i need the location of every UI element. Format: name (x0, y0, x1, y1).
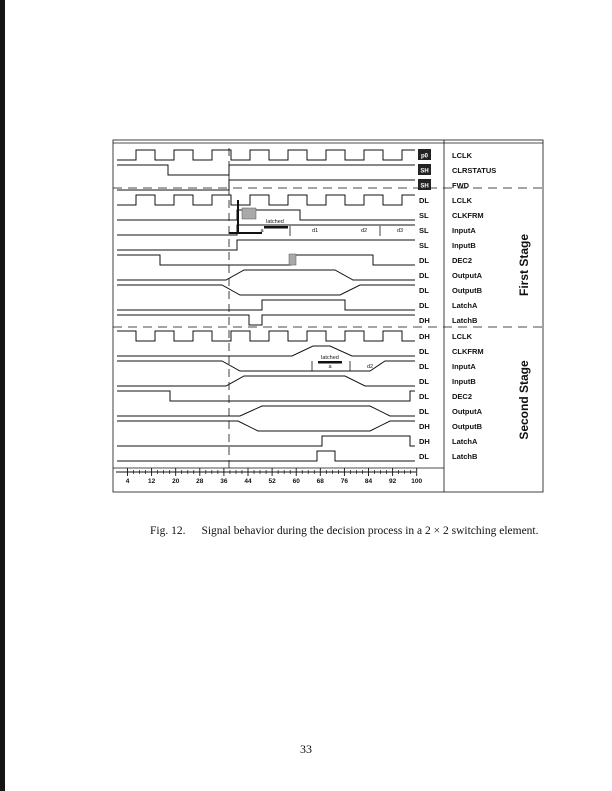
figure-number: Fig. 12. (150, 525, 186, 537)
signal-type-label: DL (419, 301, 429, 310)
wave-dec2-first (117, 255, 415, 265)
signal-name-label: InputA (452, 362, 476, 371)
axis-tick-label: 100 (411, 478, 423, 485)
signal-name-label: OutputB (452, 286, 482, 295)
signal-type-label: DL (419, 271, 429, 280)
segment-d3: d3 (396, 228, 404, 234)
dec2-shade-first (289, 254, 296, 265)
axis-tick-label: 76 (340, 478, 349, 485)
waveforms (117, 150, 415, 461)
signal-name-label: LCLK (452, 151, 472, 160)
signal-name-label: LCLK (452, 332, 472, 341)
signal-type-label: DL (419, 407, 429, 416)
wave-inputb-second (117, 376, 415, 386)
axis-tick-label: 84 (364, 478, 373, 485)
signal-name-label: CLKFRM (452, 347, 484, 356)
signal-type-label: SL (419, 241, 429, 250)
axis-tick-label: 4 (125, 478, 130, 485)
signal-type-label: DL (419, 377, 429, 386)
signal-type-label: SL (419, 226, 429, 235)
signal-type-label: DL (419, 347, 429, 356)
signal-type-column (418, 149, 431, 461)
signal-name-label: InputB (452, 241, 476, 250)
diagram-border (113, 140, 543, 492)
caption-text: Signal behavior during the decision process in a 2 × 2 switching element. (201, 525, 539, 537)
signal-type-label: DL (419, 196, 429, 205)
first-stage-label: First Stage (517, 233, 531, 297)
segment-a-second: a (328, 364, 332, 370)
axis-tick-label: 12 (147, 478, 156, 485)
signal-name-label: InputA (452, 226, 476, 235)
wave-fwd (117, 180, 415, 190)
wave-latcha-second (117, 436, 415, 446)
latched-label-second: latched (321, 355, 339, 361)
signal-type-label: SH (420, 168, 429, 175)
wave-latchb-first (117, 315, 415, 325)
signal-name-label: LatchB (452, 316, 478, 325)
diagram-frame (113, 140, 543, 492)
signal-type-label: SH (420, 183, 429, 190)
signal-name-label: DEC2 (452, 256, 473, 265)
wave-lclk-second (117, 331, 415, 341)
signal-name-label: DEC2 (452, 392, 473, 401)
signal-type-label: p0 (420, 153, 429, 160)
segment-d2-first: d2 (360, 228, 368, 234)
wave-latcha-first (117, 300, 415, 310)
wave-lclk-p0 (117, 150, 415, 160)
signal-type-label: DH (419, 332, 430, 341)
signal-type-label: DH (419, 316, 430, 325)
signal-name-label: OutputB (452, 422, 482, 431)
segment-d1: d1 (311, 228, 319, 234)
wave-latchb-second (117, 451, 415, 461)
signal-name-label: CLRSTATUS (452, 166, 497, 175)
stage-separators (113, 188, 543, 327)
wave-dec2-second (117, 391, 415, 401)
axis-tick-label: 20 (172, 478, 180, 485)
wave-clrstatus (117, 165, 415, 175)
signal-name-label: LatchA (452, 301, 478, 310)
page-number: 33 (300, 742, 312, 756)
signal-name-label: FWD (452, 181, 470, 190)
wave-outputb-first (117, 285, 415, 295)
signal-type-label: SL (419, 211, 429, 220)
signal-type-label: DL (419, 392, 429, 401)
signal-name-label: LatchB (452, 452, 478, 461)
axis-tick-label: 28 (196, 478, 204, 485)
signal-type-label: DH (419, 422, 430, 431)
signal-name-column (452, 151, 496, 461)
wave-clkfrm-second (117, 346, 415, 356)
signal-name-label: OutputA (452, 407, 482, 416)
axis-tick-label: 60 (292, 478, 300, 485)
latch-shade-first (242, 208, 256, 219)
wave-inputb-first (117, 240, 415, 250)
signal-type-label: DL (419, 256, 429, 265)
signal-name-label: OutputA (452, 271, 482, 280)
signal-name-label: CLKFRM (452, 211, 484, 220)
axis-tick-label: 36 (220, 478, 228, 485)
signal-type-label: DL (419, 286, 429, 295)
signal-type-label: DL (419, 362, 429, 371)
wave-outputb-second (117, 421, 415, 431)
axis-tick-label: 44 (244, 478, 252, 485)
latched-bar-first (264, 226, 288, 229)
segment-d2-second: d2 (366, 364, 374, 370)
latched-label-first: latched (266, 219, 284, 225)
wave-outputa-first (117, 270, 415, 280)
second-stage-label: Second Stage (517, 360, 531, 440)
axis-tick-label: 92 (388, 478, 397, 485)
axis-tick-label: 68 (316, 478, 324, 485)
segment-a-first: a (260, 228, 264, 234)
signal-type-label: DH (419, 437, 430, 446)
signal-type-label: DL (419, 452, 429, 461)
time-axis (116, 468, 423, 485)
figure-caption (150, 525, 590, 537)
axis-tick-label: 52 (268, 478, 276, 485)
signal-name-label: InputB (452, 377, 476, 386)
signal-name-label: LCLK (452, 196, 472, 205)
wave-outputa-second (117, 406, 415, 416)
wave-lclk-first (117, 195, 415, 205)
signal-name-label: LatchA (452, 437, 478, 446)
